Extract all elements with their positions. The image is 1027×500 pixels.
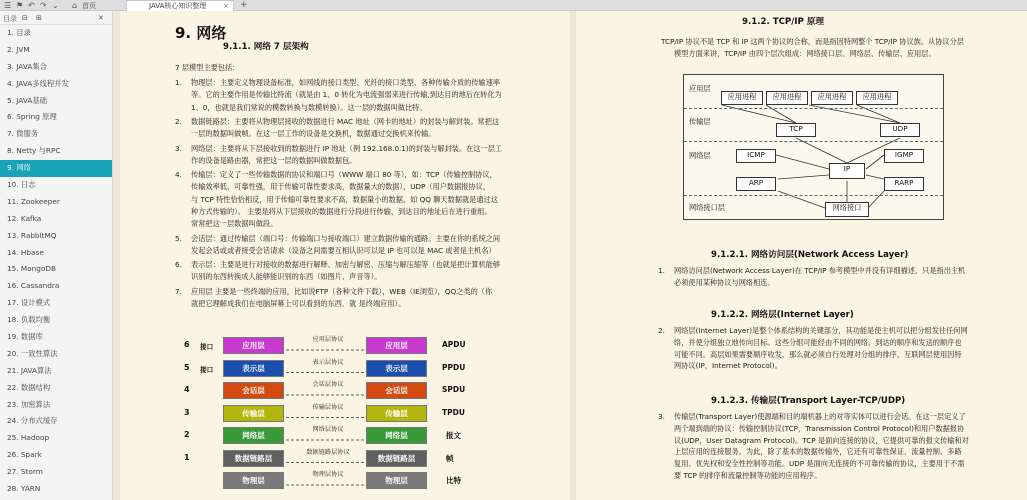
osi-layer-box-right: 网络层: [366, 427, 427, 444]
bookmark-icon[interactable]: ⚑: [16, 1, 24, 10]
item-number: 3.: [658, 412, 665, 421]
app-process-box: 应用进程: [721, 91, 763, 105]
outline-item[interactable]: 20. 一致性算法: [7, 348, 58, 358]
osi-pdu-label: TPDU: [442, 407, 465, 417]
chapter-title: 9. 网络: [175, 24, 227, 42]
layer-label-interface: 网络接口层: [689, 203, 725, 212]
osi-layer-box-left: 物理层: [223, 472, 284, 489]
tab-close-icon[interactable]: ×: [223, 2, 229, 10]
udp-box: UDP: [880, 123, 920, 137]
item-number: 1.: [175, 78, 182, 87]
layer-item: [175, 259, 565, 284]
layer-item: [175, 77, 565, 114]
igmp-box: IGMP: [884, 149, 924, 163]
osi-row-number: 5: [184, 362, 190, 372]
app-process-box: 应用进程: [811, 91, 853, 105]
osi-protocol-label: 传输层协议: [312, 403, 344, 411]
item-line: 种方式传输的）。 主要是将从下层接收的数据进行分段进行传输，到达目的地址后在进行重组。: [191, 206, 492, 216]
item-line: 传输层：定义了一些传输数据的协议和端口号（WWW 端口 80 等），如：TCP（传输控制协议，: [191, 170, 497, 180]
layer-item: [175, 143, 565, 168]
osi-protocol-label: 网络层协议: [312, 426, 344, 433]
item-line: 表示层：主要是进行对接收的数据进行解释、加密与解密、压缩与解压缩等（也就是把计算机能够: [191, 260, 501, 270]
subsection-line: 网协议(IP，Internet Protocol)。: [674, 361, 782, 371]
outline-item[interactable]: 7. 微服务: [7, 129, 39, 139]
osi-layer-box-right: 数据链路层: [366, 450, 427, 467]
layer-item: [175, 233, 565, 258]
outline-item[interactable]: 1. 目录: [7, 28, 31, 37]
osi-row-number: 3: [184, 407, 190, 417]
intro-text: 7 层模型主要包括：: [175, 63, 240, 72]
subsection-title: 9.1.2.1. 网络访问层(Network Access Layer): [711, 250, 909, 260]
subsection-line: 上层应用的连接服务。为此，除了基本的数据传输外，它还有可靠性保证、流量控制、多路: [674, 447, 962, 457]
dropdown-icon[interactable]: ⌄: [52, 1, 59, 10]
osi-pdu-label: APDU: [442, 340, 466, 349]
osi-protocol-label: 物理层协议: [312, 471, 344, 478]
app-process-box: 应用进程: [856, 91, 898, 105]
arp-box: ARP: [736, 177, 776, 191]
item-number: 1.: [658, 266, 665, 275]
item-line: 数据链路层：主要将从物理层接收的数据进行 MAC 地址（网卡的地址）的封装与解封装。常把这: [191, 116, 500, 126]
redo-icon[interactable]: ↷: [40, 1, 47, 10]
subsection-line: 两个端到端的协议：传输控制协议(TCP，Transmission Control Protocol)和用户数据报协: [674, 423, 965, 433]
tcpip-diagram: [683, 74, 944, 220]
osi-layer-box-left: 传输层: [223, 405, 284, 422]
osi-row-number: 6: [184, 340, 190, 349]
subsection-line: 议(UDP，User Datagram Protocol)。TCP 是面向连接的协议，它提供可靠的报文传输和对: [674, 435, 969, 445]
item-line: 会话层：通过传输层（端口号：传输端口与接收端口）建立数据传输的通路。主要在你的系统之间: [191, 233, 501, 243]
osi-row-number: 1: [184, 452, 190, 462]
tcpip-intro-line-1: TCP/IP 协议不是 TCP 和 IP 这两个协议的合称，而是指因特网整个 TCP/IP 协议族。从协议分层: [661, 37, 964, 46]
outline-item[interactable]: 23. 加密算法: [7, 399, 51, 409]
tcpip-section-title: 9.1.2. TCP/IP 原理: [742, 17, 825, 27]
subsection-line: 要 TCP 的排序和流量控制等功能的应用程序。: [674, 470, 822, 480]
osi-layer-box-right: 会话层: [366, 382, 427, 399]
subsection-body: [658, 325, 1023, 372]
subsection-title: 9.1.2.2. 网络层(Internet Layer): [711, 310, 854, 320]
item-line: 等。它的主要作用是传输比特流（就是由 1、0 转化为电流强弱来进行传输,到达目的地后在转化为: [191, 90, 502, 100]
outline-item[interactable]: 16. Cassandra: [7, 281, 60, 291]
osi-protocol-label: 会话层协议: [312, 381, 344, 388]
item-line: 一层的数据叫做帧。在这一层工作的设备是交换机，数据通过交换机来传输。: [191, 129, 436, 139]
subsection-body: [658, 411, 1023, 482]
outline-item[interactable]: 15. MongoDB: [7, 264, 57, 274]
home-tab-label[interactable]: 首页: [82, 2, 96, 10]
outline-sidebar: [0, 11, 113, 500]
item-line: 传输效率低，可靠性强，用于传输可靠性要求高，数据量大的数据），UDP（用户数据报协议，: [191, 182, 491, 192]
outline-item[interactable]: 26. Spark: [7, 450, 42, 460]
outline-list: [0, 25, 112, 498]
subsection-line: 网络层(Internet Layer)是整个体系结构的关键部分，其功能是使主机可以把分组发往任何网: [674, 326, 968, 335]
subsection-line: 传输层(Transport Layer)使源端和目的端机器上的对等实体可以进行会话。在这一层定义了: [674, 412, 966, 421]
outline-item[interactable]: 11. Zookeeper: [7, 196, 60, 206]
icmp-box: ICMP: [736, 149, 776, 163]
osi-layer-box-right: 表示层: [366, 360, 427, 377]
outline-item[interactable]: 21. JAVA算法: [7, 365, 52, 375]
osi-layer-box-left: 网络层: [223, 427, 284, 444]
outline-item[interactable]: 25. Hadoop: [7, 433, 50, 443]
expand-all-icon[interactable]: ⊞: [36, 14, 42, 22]
outline-item[interactable]: 2. JVM: [7, 44, 30, 54]
osi-interface-label: 接口: [200, 365, 214, 374]
osi-row-number: 2: [184, 430, 190, 439]
outline-item[interactable]: 13. RabbitMQ: [7, 230, 57, 240]
osi-protocol-label: 数据链路层协议: [306, 448, 350, 456]
outline-item[interactable]: 3. JAVA集合: [7, 61, 47, 71]
outline-header-label: 目录: [3, 15, 17, 23]
subsection-line: 络，并使分组独立地传向目标。这些分组可能经由不同的网络，到达的顺序和发送的顺序也: [674, 337, 962, 347]
item-number: 7.: [175, 286, 182, 296]
outline-item[interactable]: 27. Storm: [7, 467, 43, 477]
subsection-title: 9.1.2.3. 传输层(Transport Layer-TCP/UDP): [711, 396, 906, 406]
document-tab[interactable]: [126, 0, 234, 11]
item-number: 4.: [175, 170, 182, 180]
outline-item[interactable]: 5. JAVA基础: [7, 95, 47, 105]
item-line: 物理层：主要定义物理设备标准，如网线的接口类型、光纤的接口类型、各种传输介质的传输速率: [191, 78, 501, 87]
osi-protocol-label: 应用层协议: [312, 336, 344, 343]
outline-item[interactable]: 17. 设计模式: [7, 298, 51, 308]
outline-item[interactable]: 22. 数据结构: [7, 382, 51, 392]
item-number: 5.: [175, 233, 182, 243]
subsection-line: 网络访问层(Network Access Layer)在 TCP/IP 参考模型中并没有详细描述，只是指出主机: [674, 266, 966, 275]
item-line: 1、0，也就是我们常说的模数转换与数模转换）。这一层的数据叫做比特。: [191, 102, 427, 112]
item-number: 2.: [175, 116, 182, 126]
osi-layer-box-left: 数据链路层: [223, 450, 284, 467]
new-tab-icon[interactable]: +: [240, 0, 248, 10]
ip-box: IP: [829, 163, 865, 179]
diagram-separator: [684, 195, 943, 196]
layer-item: [175, 116, 565, 141]
layer-item: [175, 169, 565, 230]
undo-icon[interactable]: ↶: [28, 1, 35, 10]
item-line: 识别的东西转换成人能够能识别的东西（如图片、声音等）。: [191, 272, 382, 282]
network-interface-box: 网络接口: [825, 202, 869, 217]
collapse-all-icon[interactable]: ⊟: [22, 14, 28, 22]
osi-layer-box-left: 表示层: [223, 360, 284, 377]
document-tab-title: JAVA核心知识整理: [149, 2, 207, 10]
subsection-line: 必须使用某种协议与网络相连。: [674, 277, 775, 287]
item-line: 网络层：主要将从下层接收到的数据进行 IP 地址（例 192.168.0.1)的封装与解封装。在这一层工: [191, 143, 503, 153]
item-line: 发起会话或或者接受会话请求（设备之间需要互相认识可以是 IP 也可以是 MAC 或者是主机名）: [191, 245, 496, 255]
osi-pdu-label: 比特: [446, 476, 461, 485]
diagram-separator: [684, 108, 943, 109]
item-line: 作的设备是路由器，常把这一层的数据叫做数据包。: [191, 155, 357, 165]
rarp-box: RARP: [884, 177, 924, 191]
layer-label-transport: 传输层: [689, 117, 711, 126]
outline-item[interactable]: 14. Hbase: [7, 247, 44, 257]
item-line: 常常把这一层数据叫做段。: [191, 219, 278, 229]
item-number: 3.: [175, 143, 182, 153]
outline-item[interactable]: 8. Netty 与RPC: [7, 146, 61, 156]
osi-interface-label: 接口: [200, 343, 214, 351]
tcp-box: TCP: [776, 123, 816, 137]
layer-label-application: 应用层: [689, 84, 711, 93]
outline-item[interactable]: 18. 负载均衡: [7, 315, 51, 325]
item-number: 6.: [175, 260, 182, 270]
osi-pdu-label: PPDU: [442, 362, 466, 372]
item-number: 2.: [658, 326, 665, 335]
diagram-separator: [684, 141, 943, 142]
top-bar: [0, 0, 1027, 11]
section-title: 9.1.1. 网络 7 层架构: [223, 42, 309, 52]
home-icon[interactable]: ⌂: [72, 1, 78, 10]
outline-item[interactable]: 12. Kafka: [7, 213, 42, 223]
osi-row-number: 4: [184, 385, 190, 394]
osi-layer-box-left: 应用层: [223, 337, 284, 354]
menu-icon[interactable]: ☰: [4, 1, 12, 10]
osi-pdu-label: 帧: [446, 453, 454, 463]
outline-header: [0, 11, 112, 25]
close-sidebar-icon[interactable]: ✕: [98, 14, 104, 22]
subsection-line: 可能不同。高层如果需要顺序收发，那么就必须自行处理对分组的排序。互联网层使用因特: [674, 349, 962, 359]
app-process-box: 应用进程: [766, 91, 808, 105]
item-line: 与 TCP 特性恰恰相反，用于传输可靠性要求不高，数据量小的数据，如 QQ 聊天数据就是通过这: [191, 194, 498, 204]
layer-label-network: 网络层: [689, 151, 711, 160]
osi-pdu-label: SPDU: [442, 385, 466, 394]
item-line: 就把它理解成我们在电脑屏幕上可以看到的东西．就 是终端应用）。: [191, 299, 406, 309]
osi-layer-box-right: 传输层: [366, 405, 427, 422]
outline-item[interactable]: 24. 分布式缓存: [7, 416, 58, 426]
subsection-body: [658, 265, 1023, 289]
outline-item[interactable]: 10. 日志: [7, 180, 36, 190]
page-right: [576, 11, 1027, 500]
layer-item: [175, 286, 565, 311]
outline-item[interactable]: 9. 网络: [0, 160, 112, 177]
osi-protocol-label: 表示层协议: [312, 358, 344, 366]
outline-item[interactable]: 4. JAVA多线程并发: [7, 78, 69, 88]
osi-layer-box-left: 会话层: [223, 382, 284, 399]
tcpip-intro-line-2: 模型方面来讲，TCP/IP 由四个层次组成：网络接口层、网络层、传输层、应用层。: [674, 49, 936, 58]
outline-item[interactable]: 28. YARN: [7, 484, 41, 494]
osi-layer-box-right: 应用层: [366, 337, 427, 354]
page-left: [120, 11, 570, 500]
outline-item[interactable]: 6. Spring 原理: [7, 112, 57, 122]
osi-pdu-label: 报文: [446, 431, 461, 440]
subsection-line: 复用、优先权和安全性控制等功能。UDP 是面向无连接的不可靠传输的协议，主要用于不需: [674, 459, 965, 469]
item-line: 应用层 主要是一些终端的应用，比如说FTP（各种文件下载），WEB（IE浏览），QQ之类的（你: [191, 286, 493, 296]
osi-layer-box-right: 物理层: [366, 472, 427, 489]
outline-item[interactable]: 19. 数据库: [7, 332, 43, 342]
